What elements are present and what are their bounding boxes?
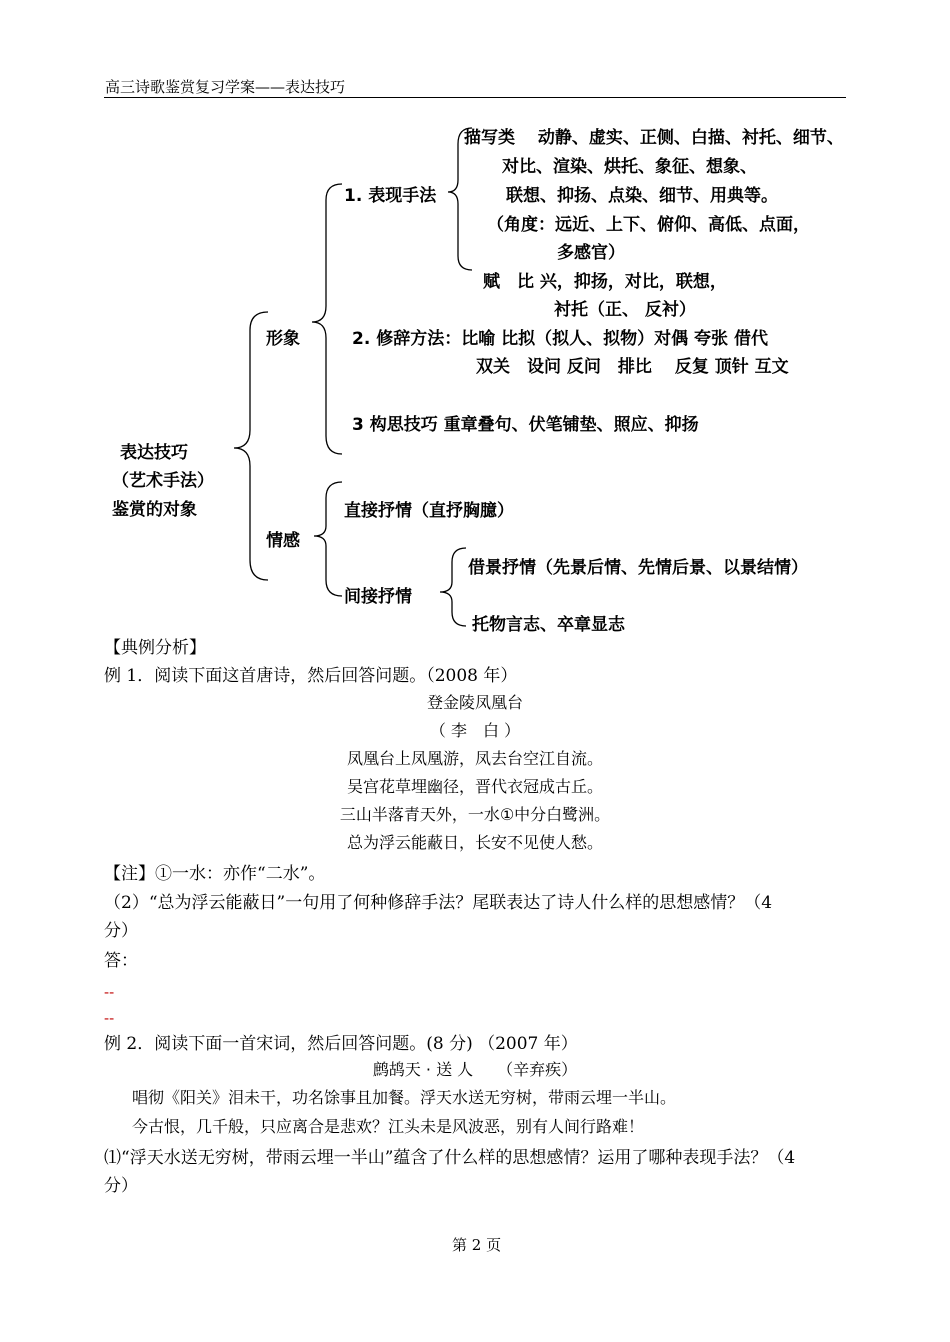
root-line-1: 表达技巧: [120, 443, 188, 463]
revision-mark: --: [104, 1009, 115, 1027]
root-line-2: （艺术手法）: [112, 471, 214, 491]
biaoxian-label: 1. 表现手法: [344, 186, 437, 206]
miaoxie-line-4: （角度：远近、上下、俯仰、高低、点面，: [487, 215, 810, 235]
example2-intro: 例 2．阅读下面一首宋词，然后回答问题。(8 分) （2007 年）: [104, 1034, 578, 1054]
miaoxie-line-5: 多感官）: [557, 243, 625, 263]
poem-line: 吴宫花草埋幽径，晋代衣冠成古丘。: [346, 777, 603, 796]
xingxiang-brace: [312, 184, 342, 454]
qinggan-label: 情感: [266, 531, 300, 551]
example2-question-line-1: ⑴“浮天水送无穷树，带雨云埋一半山”蕴含了什么样的思想感情？运用了哪种表现手法？（4: [104, 1148, 796, 1168]
xingxiang-label: 形象: [266, 329, 300, 349]
jianjie-brace: [440, 548, 466, 626]
jiejing-label: 借景抒情（先景后情、先情后景、以景结情）: [468, 558, 808, 578]
section-title: 【典例分析】: [104, 638, 206, 658]
example1-poem-title: 登金陵凤凰台: [426, 693, 523, 712]
miaoxie-line-3: 联想、抑扬、点染、细节、用典等。: [506, 186, 778, 206]
poem-line: 凤凰台上凤凰游，凤去台空江自流。: [346, 749, 603, 768]
poem-line: 三山半落青天外，一水①中分白鹭洲。: [339, 805, 611, 824]
fu-line-1: 赋 比 兴，抑扬，对比，联想，: [483, 272, 727, 292]
example1-note: 【注】①一水：亦作“二水”。: [104, 864, 326, 884]
page-number: 第 2 页: [452, 1236, 502, 1254]
xiuci-line-2: 双关 设问 反问 排比 反复 顶针 互文: [476, 357, 789, 377]
poem-line: 总为浮云能蔽日，长安不见使人愁。: [346, 833, 603, 852]
example2-poem-title: 鹧鸪天 · 送 人 （辛弃疾）: [372, 1060, 578, 1079]
qinggan-brace: [314, 482, 342, 596]
example2-question-line-2: 分）: [104, 1176, 138, 1196]
biaoxian-brace: [448, 128, 472, 270]
example1-intro: 例 1．阅读下面这首唐诗，然后回答问题。（2008 年）: [104, 666, 518, 686]
ci-line: 今古恨，几千般，只应离合是悲欢？江头未是风波恶，别有人间行路难！: [132, 1117, 645, 1136]
page-header: 高三诗歌鉴赏复习学案——表达技巧: [105, 78, 346, 96]
zhijie-label: 直接抒情（直抒胸臆）: [344, 501, 514, 521]
outer-brace: [234, 312, 268, 580]
gousi-line: 3 构思技巧 重章叠句、伏笔铺垫、照应、抑扬: [352, 415, 699, 435]
fu-line-2: 衬托（正、 反衬）: [554, 300, 696, 320]
root-line-3: 鉴赏的对象: [112, 500, 197, 520]
answer-label: 答：: [104, 951, 138, 971]
xiuci-line-1: 2. 修辞方法：比喻 比拟（拟人、拟物）对偶 夸张 借代: [352, 329, 768, 349]
miaoxie-line-1: 描写类 动静、虚实、正侧、白描、衬托、细节、: [464, 128, 844, 148]
jianjie-label: 间接抒情: [344, 587, 412, 607]
ci-line: 唱彻《阳关》泪未干，功名馀事且加餐。浮天水送无穷树，带雨云埋一半山。: [132, 1088, 677, 1107]
tuowu-label: 托物言志、卒章显志: [472, 615, 625, 635]
example1-question-line-1: （2）“总为浮云能蔽日”一句用了何种修辞手法？尾联表达了诗人什么样的思想感情？（4: [104, 893, 773, 913]
revision-mark: --: [104, 983, 115, 1001]
example1-question-line-2: 分）: [104, 921, 138, 941]
miaoxie-line-2: 对比、渲染、烘托、象征、想象、: [502, 157, 757, 177]
example1-author: （ 李 白 ）: [429, 721, 521, 740]
